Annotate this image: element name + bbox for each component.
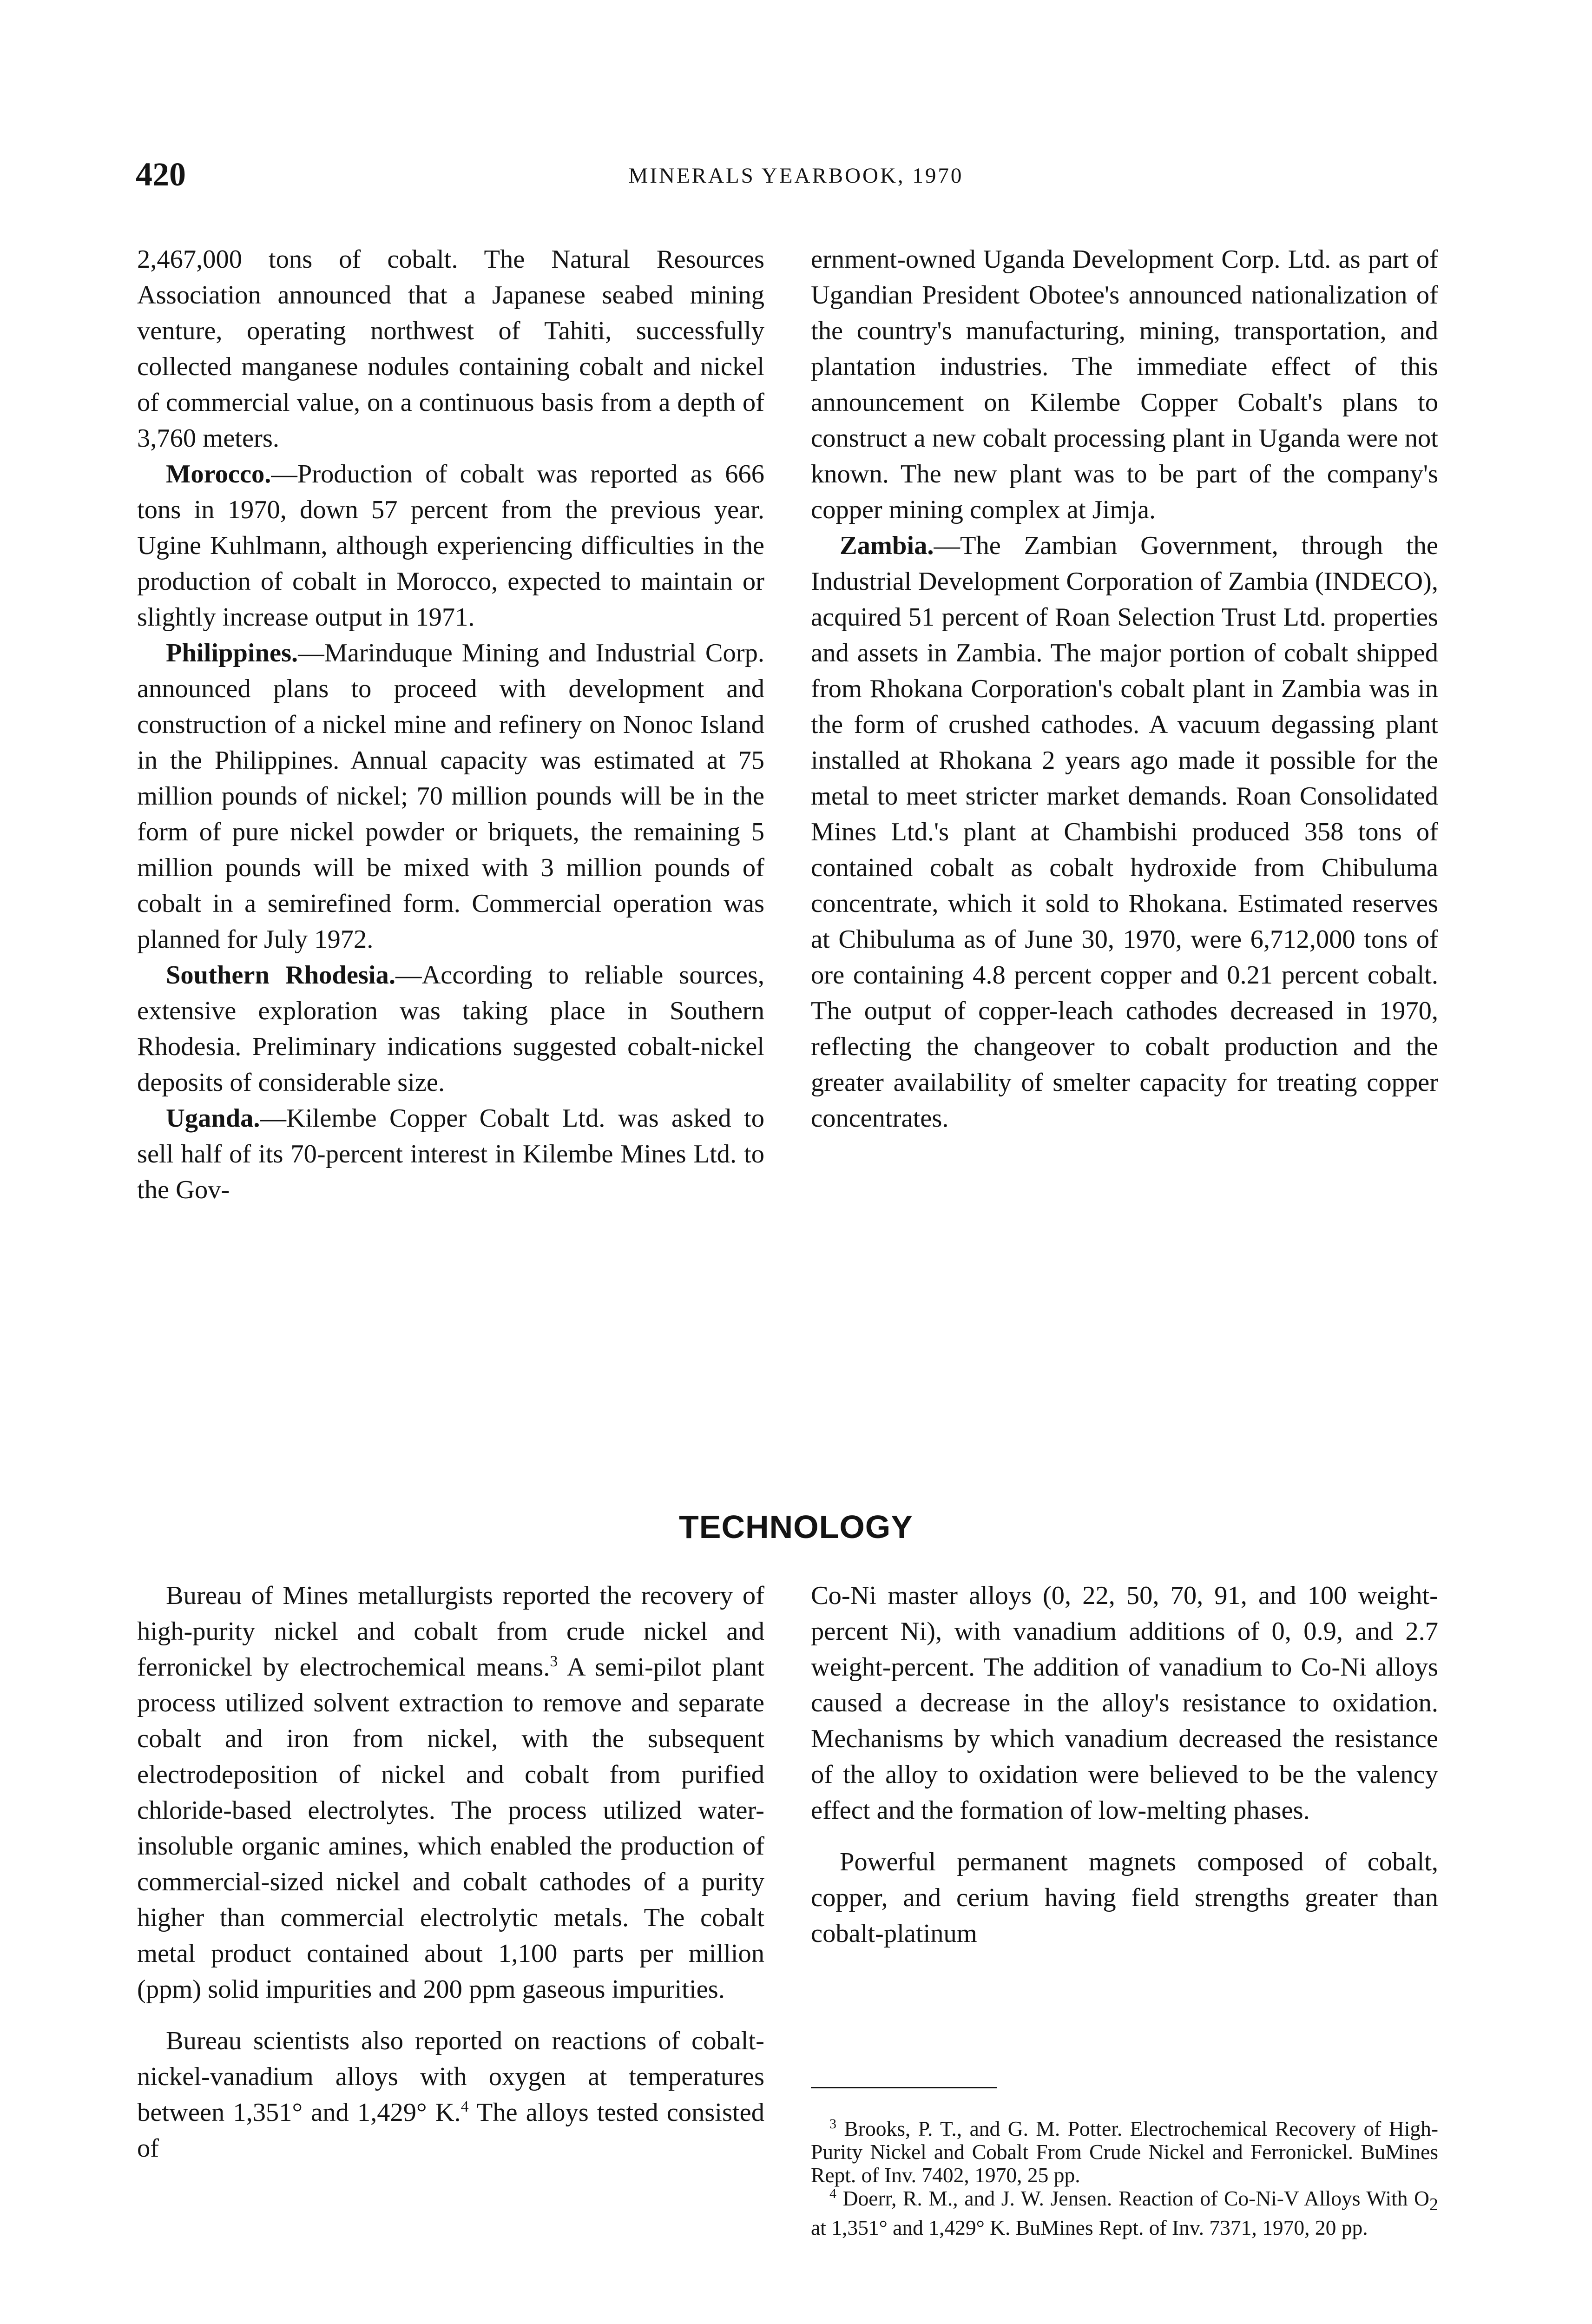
page-header	[0, 153, 1592, 195]
paragraph-southern-rhodesia	[137, 957, 764, 1101]
country-heading-morocco: Morocco.	[166, 460, 271, 489]
paragraph-uganda	[137, 1101, 764, 1208]
footnote-3-text: Brooks, P. T., and G. M. Potter. Electrochemical Recovery of High-Purity Nickel and Cobalt From Crude Nickel and Ferronickel. BuMines Rept. of Inv. 7402, 1970, 25 pp.	[811, 2117, 1438, 2187]
uganda-text: —Kilembe Copper Cobalt Ltd. was asked to sell half of its 70-percent interest in Kilembe Mines Ltd. to the Gov-	[137, 1104, 764, 1204]
country-heading-zambia: Zambia.	[840, 531, 934, 560]
column-top-right	[811, 242, 1438, 1136]
morocco-text: —Production of cobalt was reported as 666 tons in 1970, down 57 percent from the previous year. Ugine Kuhlmann, although experiencing difficulties in the production of cobalt in Morocco, expected to maintain or slightly increase output in 1971.	[137, 460, 764, 632]
country-heading-southern-rhodesia: Southern Rhodesia.	[166, 961, 395, 990]
running-head: MINERALS YEARBOOK, 1970	[628, 164, 964, 188]
footnote-4-mark: 4	[829, 2185, 836, 2201]
footnotes	[811, 2117, 1438, 2239]
footnote-3-mark: 3	[829, 2116, 836, 2132]
southern-rhodesia-text: —According to reliable sources, extensive exploration was taking place in Southern Rhodesia. Preliminary indications suggested cobalt-nickel deposits of considerable size.	[137, 961, 764, 1097]
alloy-oxidation-text-a: Bureau scientists also reported on reactions of cobalt-nickel-vanadium alloys with oxygen at temperatures between 1,351° and 1,429° K.	[137, 2027, 764, 2127]
paragraph-philippines	[137, 635, 764, 957]
footnote-4-text-a: Doerr, R. M., and J. W. Jensen. Reaction of Co-Ni-V Alloys With O	[836, 2186, 1430, 2210]
paragraph-electrochemical-recovery	[137, 1578, 764, 2007]
column-bottom-right	[811, 1578, 1438, 1952]
country-heading-philippines: Philippines.	[166, 639, 298, 667]
paragraph-permanent-magnets: Powerful permanent magnets composed of cobalt, copper, and cerium having field strengths greater than cobalt-platinum	[811, 1848, 1438, 1948]
electrochemical-text-b: A semi-pilot plant process utilized solvent extraction to remove and separate cobalt and iron from nickel, with the subsequent electrodeposition of nickel and cobalt from purified chloride-based electrolytes. The process utilized water-insoluble organic amines, which enabled the production of commercial-sized nickel and cobalt cathodes of a purity higher than commercial electrolytic metals. The cobalt metal product contained about 1,100 parts per million (ppm) solid impurities and 200 ppm gaseous impurities.	[137, 1653, 764, 2004]
alloy-oxidation-text-b: The alloys tested consisted of	[137, 2098, 764, 2163]
country-heading-uganda: Uganda.	[166, 1104, 260, 1133]
paragraph-alloy-oxidation	[137, 2023, 764, 2166]
electrochemical-text-a: Bureau of Mines metallurgists reported the recovery of high-purity nickel and cobalt from crude nickel and ferronickel by electrochemical means.	[137, 1581, 764, 1682]
philippines-text: —Marinduque Mining and Industrial Corp. announced plans to proceed with development and construction of a nickel mine and refinery on Nonoc Island in the Philippines. Annual capacity was estimated at 75 million pounds of nickel; 70 million pounds will be in the form of pure nickel powder or briquets, the remaining 5 million pounds will be mixed with 3 million pounds of cobalt in a semirefined form. Commercial operation was planned for July 1972.	[137, 639, 764, 954]
zambia-text: —The Zambian Government, through the Industrial Development Corporation of Zambia (INDECO), acquired 51 percent of Roan Selection Trust Ltd. properties and assets in Zambia. The major portion of cobalt shipped from Rhokana Corporation's cobalt plant in Zambia was in the form of crushed cathodes. A vacuum degassing plant installed at Rhokana 2 years ago made it possible for the metal to meet stricter market demands. Roan Consolidated Mines Ltd.'s plant at Chambishi produced 358 tons of contained cobalt as cobalt hydroxide from Chibuluma concentrate, which it sold to Rhokana. Estimated reserves at Chibuluma as of June 30, 1970, were 6,712,000 tons of ore containing 4.8 percent copper and 0.21 percent cobalt. The output of copper-leach cathodes decreased in 1970, reflecting the changeover to cobalt production and the greater availability of smelter capacity for treating copper concentrates.	[811, 531, 1438, 1133]
footnote-3	[811, 2117, 1438, 2187]
column-top-left	[137, 242, 764, 1208]
page-number: 420	[136, 156, 186, 193]
column-bottom-left	[137, 1578, 764, 2166]
paragraph-morocco	[137, 456, 764, 635]
footnote-ref-4: 4	[460, 2098, 469, 2116]
paragraph-seabed-mining: 2,467,000 tons of cobalt. The Natural Resources Association announced that a Japanese seabed mining venture, operating northwest of Tahiti, successfully collected manganese nodules containing cobalt and nickel of commercial value, on a continuous basis from a depth of 3,760 meters.	[137, 245, 764, 453]
footnote-4	[811, 2187, 1438, 2239]
paragraph-zambia	[811, 528, 1438, 1136]
footnote-ref-3: 3	[550, 1653, 558, 1670]
footnote-4-text-b: at 1,351° and 1,429° K. BuMines Rept. of Inv. 7371, 1970, 20 pp.	[811, 2216, 1368, 2240]
footnote-divider	[811, 2087, 997, 2088]
section-title-technology: TECHNOLOGY	[679, 1509, 913, 1545]
oxygen-subscript: 2	[1429, 2195, 1438, 2215]
paragraph-master-alloys: Co-Ni master alloys (0, 22, 50, 70, 91, and 100 weight-percent Ni), with vanadium additions of 0, 0.9, and 2.7 weight-percent. The addition of vanadium to Co-Ni alloys caused a decrease in the alloy's resistance to oxidation. Mechanisms by which vanadium decreased the resistance of the alloy to oxidation were believed to be the valency effect and the formation of low-melting phases.	[811, 1581, 1438, 1825]
paragraph-uganda-continued: ernment-owned Uganda Development Corp. Ltd. as part of Ugandian President Obotee's announced nationalization of the country's manufacturing, mining, transportation, and plantation industries. The immediate effect of this announcement on Kilembe Copper Cobalt's plans to construct a new cobalt processing plant in Uganda were not known. The new plant was to be part of the company's copper mining complex at Jimja.	[811, 245, 1438, 524]
